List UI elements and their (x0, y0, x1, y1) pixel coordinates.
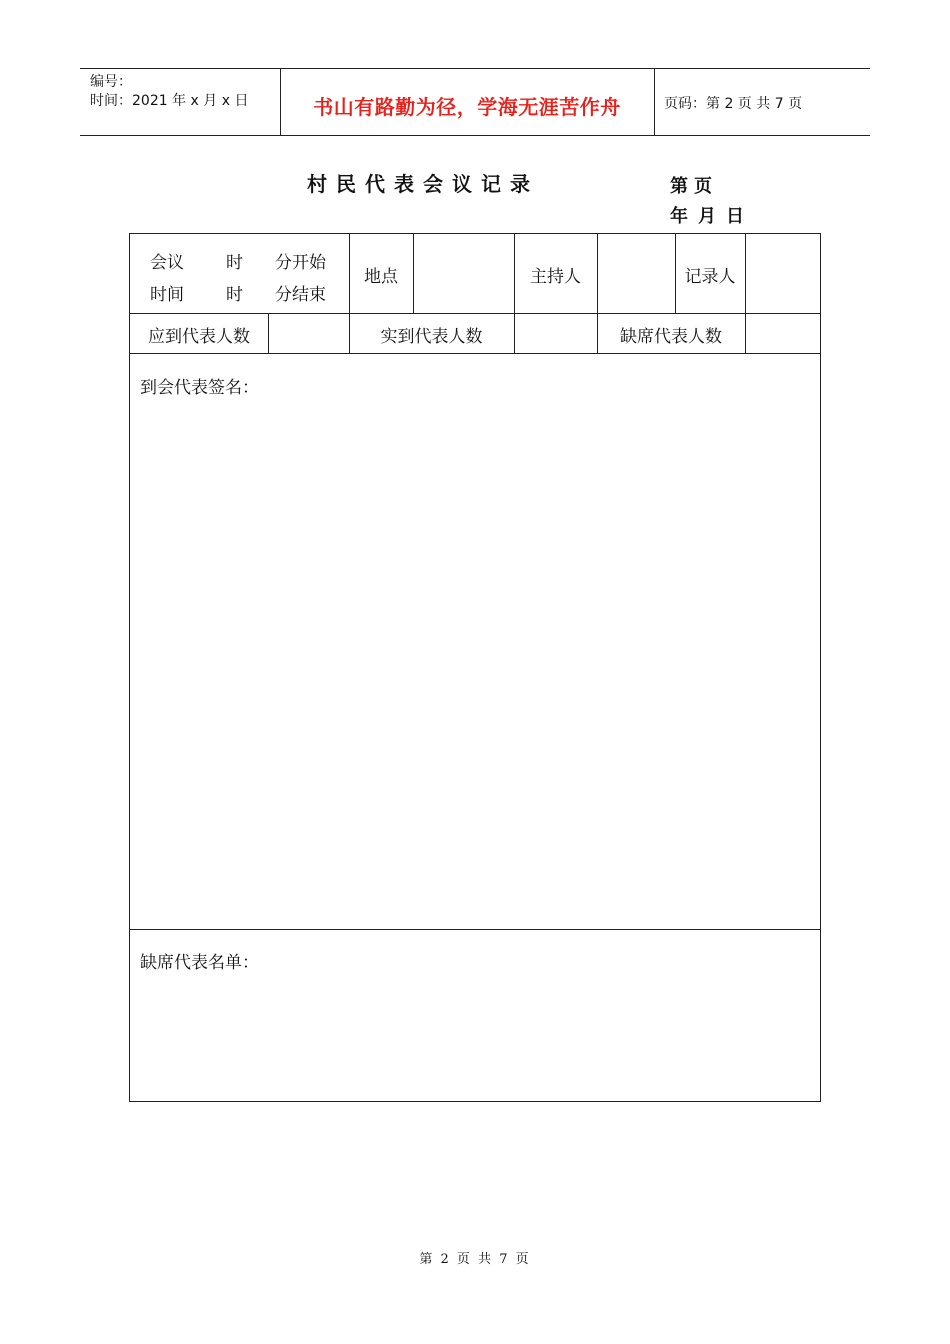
col-divider (268, 313, 269, 353)
location-label: 地点 (364, 267, 398, 287)
signatures-label: 到会代表签名： (140, 378, 259, 398)
date-field: 年月日 (670, 206, 754, 227)
host-label: 主持人 (530, 267, 581, 287)
serial-number-label: 编号： (90, 74, 132, 90)
row-divider (130, 353, 820, 354)
page-field: 第页 (670, 176, 718, 197)
meeting-time-hour-2: 时 (226, 285, 243, 305)
col-divider (597, 234, 598, 313)
header-meta (90, 73, 248, 111)
meeting-time-hour-1: 时 (226, 253, 243, 273)
header-page-info: 页码：第 2 页 共 7 页 (664, 96, 803, 112)
row-divider (130, 313, 820, 314)
absent-count-label: 缺席代表人数 (620, 327, 722, 347)
header-divider (654, 69, 655, 135)
meeting-time-end: 分结束 (275, 285, 326, 305)
col-divider (413, 234, 414, 313)
page-footer: 第 2 页 共 7 页 (419, 1252, 531, 1267)
col-divider (745, 234, 746, 353)
actual-count-label: 实到代表人数 (380, 327, 483, 347)
document-header (80, 68, 870, 136)
col-divider (514, 313, 515, 353)
expected-count-label: 应到代表人数 (148, 327, 250, 347)
absent-list-label: 缺席代表名单： (140, 953, 259, 973)
meeting-time-label-2: 时间 (150, 285, 184, 305)
time-label: 时间：2021 年 x 月 x 日 (90, 93, 249, 109)
meeting-time-label-1: 会议 (150, 253, 184, 273)
document-title: 村民代表会议记录 (307, 172, 539, 196)
recorder-label: 记录人 (684, 267, 736, 287)
header-motto: 书山有路勤为径，学海无涯苦作舟 (313, 95, 621, 119)
meeting-record-form (129, 233, 821, 1102)
row-divider (130, 929, 820, 930)
meeting-time-start: 分开始 (275, 253, 326, 273)
